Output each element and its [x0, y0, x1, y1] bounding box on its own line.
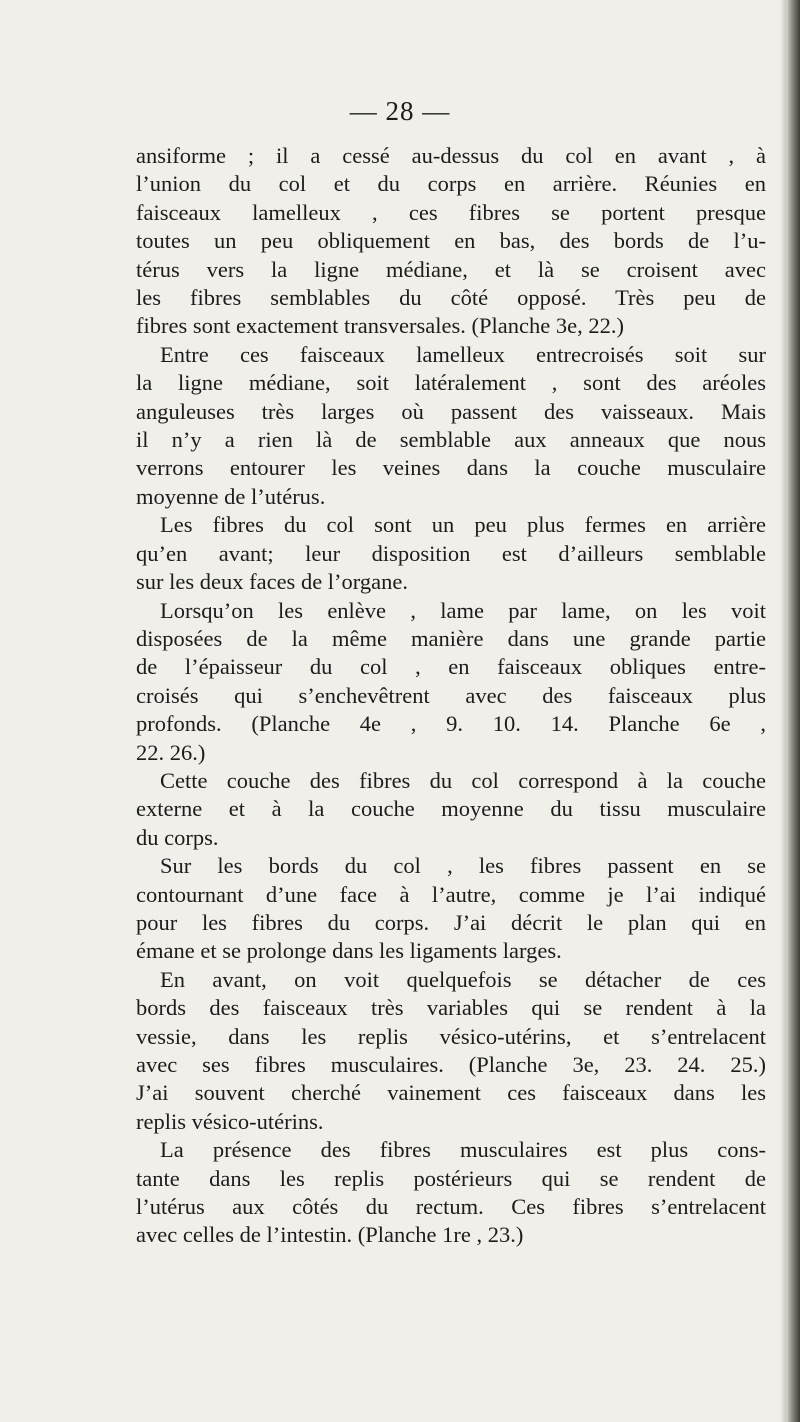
text-line: Cette couche des fibres du col correspond à la couche	[160, 767, 766, 793]
body-text	[136, 142, 766, 1250]
text-line: ansiforme ; il a cessé au-dessus du col en avant , à	[136, 143, 766, 168]
text-line: la ligne médiane, soit latéralement , sont des aréoles	[136, 370, 766, 396]
text-line: anguleuses très larges où passent des vaisseaux. Mais	[136, 398, 766, 424]
text-line: La présence des fibres musculaires est plus cons-	[160, 1137, 766, 1163]
text-line: vessie, dans les replis vésico-utérins, et s’entrelacent	[136, 1023, 766, 1049]
text-line: il n’y a rien là de semblable aux anneaux que nous	[136, 427, 766, 453]
text-line: externe et à la couche moyenne du tissu musculaire	[136, 796, 766, 822]
text-line: croisés qui s’enchevêtrent avec des faisceaux plus	[136, 682, 766, 708]
text-line: les fibres semblables du côté opposé. Très peu de	[136, 285, 766, 311]
text-line: Sur les bords du col , les fibres passent en se	[160, 853, 766, 879]
text-line: du corps.	[136, 824, 219, 850]
text-line: replis vésico-utérins.	[136, 1108, 324, 1134]
text-line: 22. 26.)	[136, 739, 206, 765]
page-edge	[786, 0, 800, 1422]
text-line: émane et se prolonge dans les ligaments larges.	[136, 938, 562, 964]
text-line: l’utérus aux côtés du rectum. Ces fibres s’entrelacent	[136, 1194, 766, 1220]
text-line: térus vers la ligne médiane, et là se croisent avec	[136, 256, 766, 282]
text-line: J’ai souvent cherché vainement ces faisceaux dans les	[136, 1080, 766, 1106]
text-line: l’union du col et du corps en arrière. Réunies en	[136, 171, 766, 197]
text-line: toutes un peu obliquement en bas, des bords de l’u-	[136, 228, 766, 254]
text-line: En avant, on voit quelquefois se détacher de ces	[160, 966, 766, 992]
page-number-header: — 28 —	[349, 96, 451, 126]
text-line: tante dans les replis postérieurs qui se rendent de	[136, 1165, 766, 1191]
text-line: verrons entourer les veines dans la couche musculaire	[136, 455, 766, 481]
text-line: sur les deux faces de l’organe.	[136, 569, 408, 595]
text-line: faisceaux lamelleux , ces fibres se portent presque	[136, 199, 766, 225]
text-line: avec celles de l’intestin. (Planche 1re , 23.)	[136, 1222, 524, 1248]
text-line: Les fibres du col sont un peu plus fermes en arrière	[160, 512, 766, 538]
text-line: profonds. (Planche 4e , 9. 10. 14. Planche 6e ,	[136, 711, 766, 737]
text-line: bords des faisceaux très variables qui se rendent à la	[136, 995, 766, 1021]
text-line: Lorsqu’on les enlève , lame par lame, on les voit	[160, 597, 766, 623]
text-line: avec ses fibres musculaires. (Planche 3e, 23. 24. 25.)	[136, 1052, 766, 1077]
text-line: disposées de la même manière dans une grande partie	[136, 625, 766, 651]
text-line: contournant d’une face à l’autre, comme je l’ai indiqué	[136, 881, 766, 907]
text-line: pour les fibres du corps. J’ai décrit le plan qui en	[136, 909, 766, 935]
text-line: fibres sont exactement transversales. (Planche 3e, 22.)	[136, 313, 624, 339]
text-line: de l’épaisseur du col , en faisceaux obliques entre-	[136, 654, 766, 680]
text-line: qu’en avant; leur disposition est d’ailleurs semblable	[136, 540, 766, 566]
text-line: moyenne de l’utérus.	[136, 483, 326, 509]
text-line: Entre ces faisceaux lamelleux entrecroisés soit sur	[160, 341, 766, 367]
